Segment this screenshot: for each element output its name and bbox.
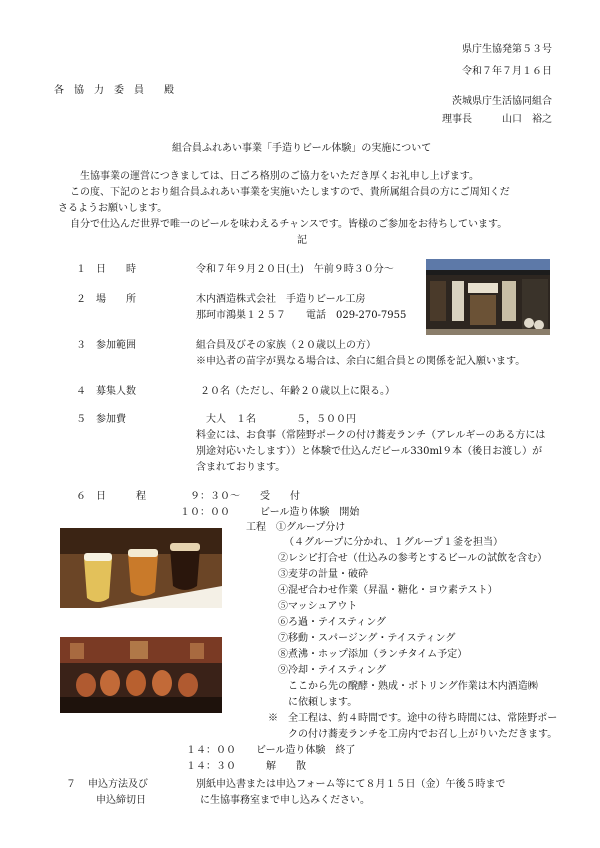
process-step: ⑨冷却・テイスティング [278,665,386,676]
building-photo [426,259,550,335]
schedule-note: クの付け蕎麦ランチを工房内でお召し上がりいただきます。 [288,729,558,740]
fee-detail: 含まれております。 [196,462,286,473]
process-step: ⑦移動・スパージング・テイスティング [278,633,456,644]
beer-glasses-photo [60,528,222,608]
process-step: （４グループに分かれ、１グループ１釜を担当） [284,537,503,548]
item-number: ２ [76,294,86,305]
doc-number: 県庁生協発第５３号 [462,44,552,55]
addressee: 各 協 力 委 員 殿 [54,85,174,96]
schedule-end: １４：００ ビール造り体験 終了 [186,745,356,756]
issue-date: 令和７年７月１６日 [462,66,552,77]
schedule-reception: ９：３０～ 受 付 [190,491,300,502]
item-number: ６ [76,491,86,502]
item-number: １ [76,264,86,275]
sender-name: 理事長 山口 裕之 [442,114,552,125]
item-number: ５ [76,414,86,425]
process-step: ③麦芽の計量・破砕 [278,569,368,580]
capacity-value: ２０名（ただし、年齢２０歳以上に限る。） [200,386,395,397]
item-label-scope: 参加範囲 [96,340,136,351]
apply-method: 別紙申込書または申込フォーム等にて８月１５日（金）午後５時まで [196,779,506,790]
process-step: ⑥ろ過・テイスティング [278,617,386,628]
item-number: ４ [76,386,86,397]
intro-line: 自分で仕込んだ世界で唯一のビールを味わえるチャンスです。皆様のご参加をお待ちしています。 [70,219,508,230]
schedule-start: １０：００ ビール造り体験 開始 [180,507,360,518]
process-step: ⑧煮沸・ホップ添加（ランチタイム予定） [278,649,468,660]
process-step: ②レシピ打合せ（仕込みの参考とするビールの試飲を含む） [278,553,548,564]
brewing-kettles-photo [60,637,222,713]
item-number: ７ [66,779,76,790]
sender-org: 茨城県庁生活協同組合 [452,96,552,107]
ki-heading: 記 [297,235,307,246]
scope-note: ※申込者の苗字が異なる場合は、余白に組合員との関係を記入願います。 [196,356,526,367]
schedule-dismiss: １４：３０ 解 散 [186,761,306,772]
fee-detail: 料金には、お食事（常陸野ポークの付け蕎麦ランチ（アレルギーのある方には [196,430,546,441]
fee-amount: 大人 １名 ５，５００円 [206,414,356,425]
item-label-fee: 参加費 [96,414,126,425]
intro-line: 生協事業の運営につきましては、日ごろ格別のご協力をいただき厚くお礼申し上げます。 [80,171,479,182]
item-label-capacity: 募集人数 [96,386,136,397]
item-label-place: 場 所 [96,294,136,305]
page-title: 組合員ふれあい事業「手造りビール体験」の実施について [172,143,432,154]
intro-line: さるようお願いします。 [58,203,168,214]
item-number: ３ [76,340,86,351]
process-step: ⑤マッシュアウト [278,601,358,612]
apply-method: に生協事務室まで申し込みください。 [200,795,370,806]
participant-scope: 組合員及びその家族（２０歳以上の方） [196,340,376,351]
item-label-date: 日 時 [96,264,136,275]
process-step: に依頼します。 [288,697,358,708]
event-date: 令和７年９月２０日(土) 午前９時３０分～ [196,264,394,275]
schedule-note: ※ 全工程は、約４時間です。途中の待ち時間には、常陸野ポー [268,713,558,724]
process-head: 工程 ①グループ分け [246,522,346,533]
item-label-apply: 申込方法及び [88,779,148,790]
fee-detail: 別途対応いたします））と体験で仕込んだビール330ml９本（後日お渡し）が [196,446,543,457]
process-step: ここから先の醗酵・熟成・ボトリング作業は木内酒造㈱ [288,681,538,692]
venue-name: 木内酒造株式会社 手造りビール工房 [196,294,366,305]
item-label-schedule: 日 程 [96,491,146,502]
item-label-deadline: 申込締切日 [96,795,146,806]
venue-address: 那珂市鴻巣１２５７ 電話 029-270-7955 [196,310,407,321]
process-step: ④混ぜ合わせ作業（昇温・糖化・ヨウ素テスト） [278,585,498,596]
intro-line: この度、下記のとおり組合員ふれあい事業を実施いたしますので、貴所属組合員の方にご周知くだ [70,187,510,198]
